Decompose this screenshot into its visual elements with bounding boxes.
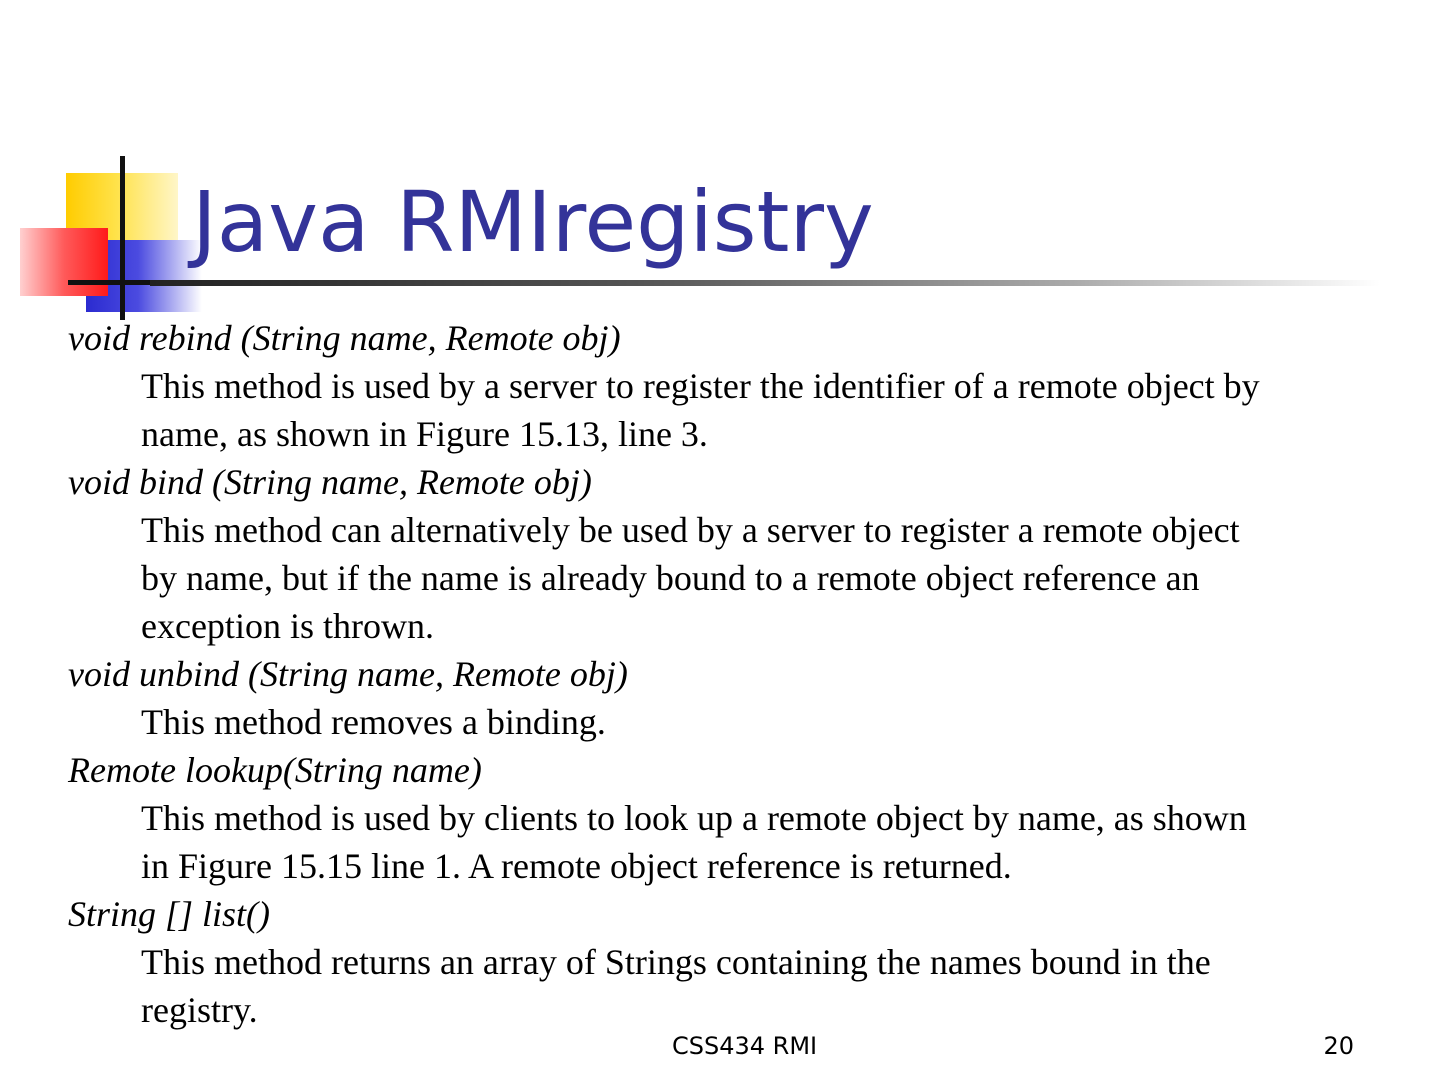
method-signature: void unbind (String name, Remote obj) <box>68 654 628 694</box>
slide-title: Java RMIregistry <box>192 173 874 271</box>
footer-label: CSS434 RMI <box>672 1032 818 1060</box>
method-description-line: in Figure 15.15 line 1. A remote object reference is returned. <box>141 846 1012 886</box>
page-number: 20 <box>1323 1032 1354 1060</box>
title-underline <box>150 280 1380 286</box>
method-entry-lookup <box>68 746 1408 890</box>
method-entry-unbind <box>68 650 1408 746</box>
method-signature: Remote lookup(String name) <box>68 750 482 790</box>
method-description-line: by name, but if the name is already bound to a remote object reference an <box>141 558 1200 598</box>
method-list <box>68 314 1408 1034</box>
red-square <box>20 228 108 296</box>
vertical-bar <box>120 156 125 320</box>
method-signature: void bind (String name, Remote obj) <box>68 462 592 502</box>
method-description-line: This method is used by a server to register the identifier of a remote object by <box>141 366 1260 406</box>
method-description-line: This method is used by clients to look up a remote object by name, as shown <box>141 798 1247 838</box>
method-description-line: name, as shown in Figure 15.13, line 3. <box>141 414 708 454</box>
method-description-line: exception is thrown. <box>141 606 434 646</box>
method-entry-bind <box>68 458 1408 650</box>
method-signature: void rebind (String name, Remote obj) <box>68 318 621 358</box>
method-description-line: registry. <box>141 990 258 1030</box>
method-signature: String [] list() <box>68 894 271 934</box>
method-description-line: This method can alternatively be used by a server to register a remote object <box>141 510 1240 550</box>
method-entry-list <box>68 890 1408 1034</box>
method-entry-rebind <box>68 314 1408 458</box>
method-description-line: This method returns an array of Strings containing the names bound in the <box>141 942 1211 982</box>
method-description-line: This method removes a binding. <box>141 702 606 742</box>
